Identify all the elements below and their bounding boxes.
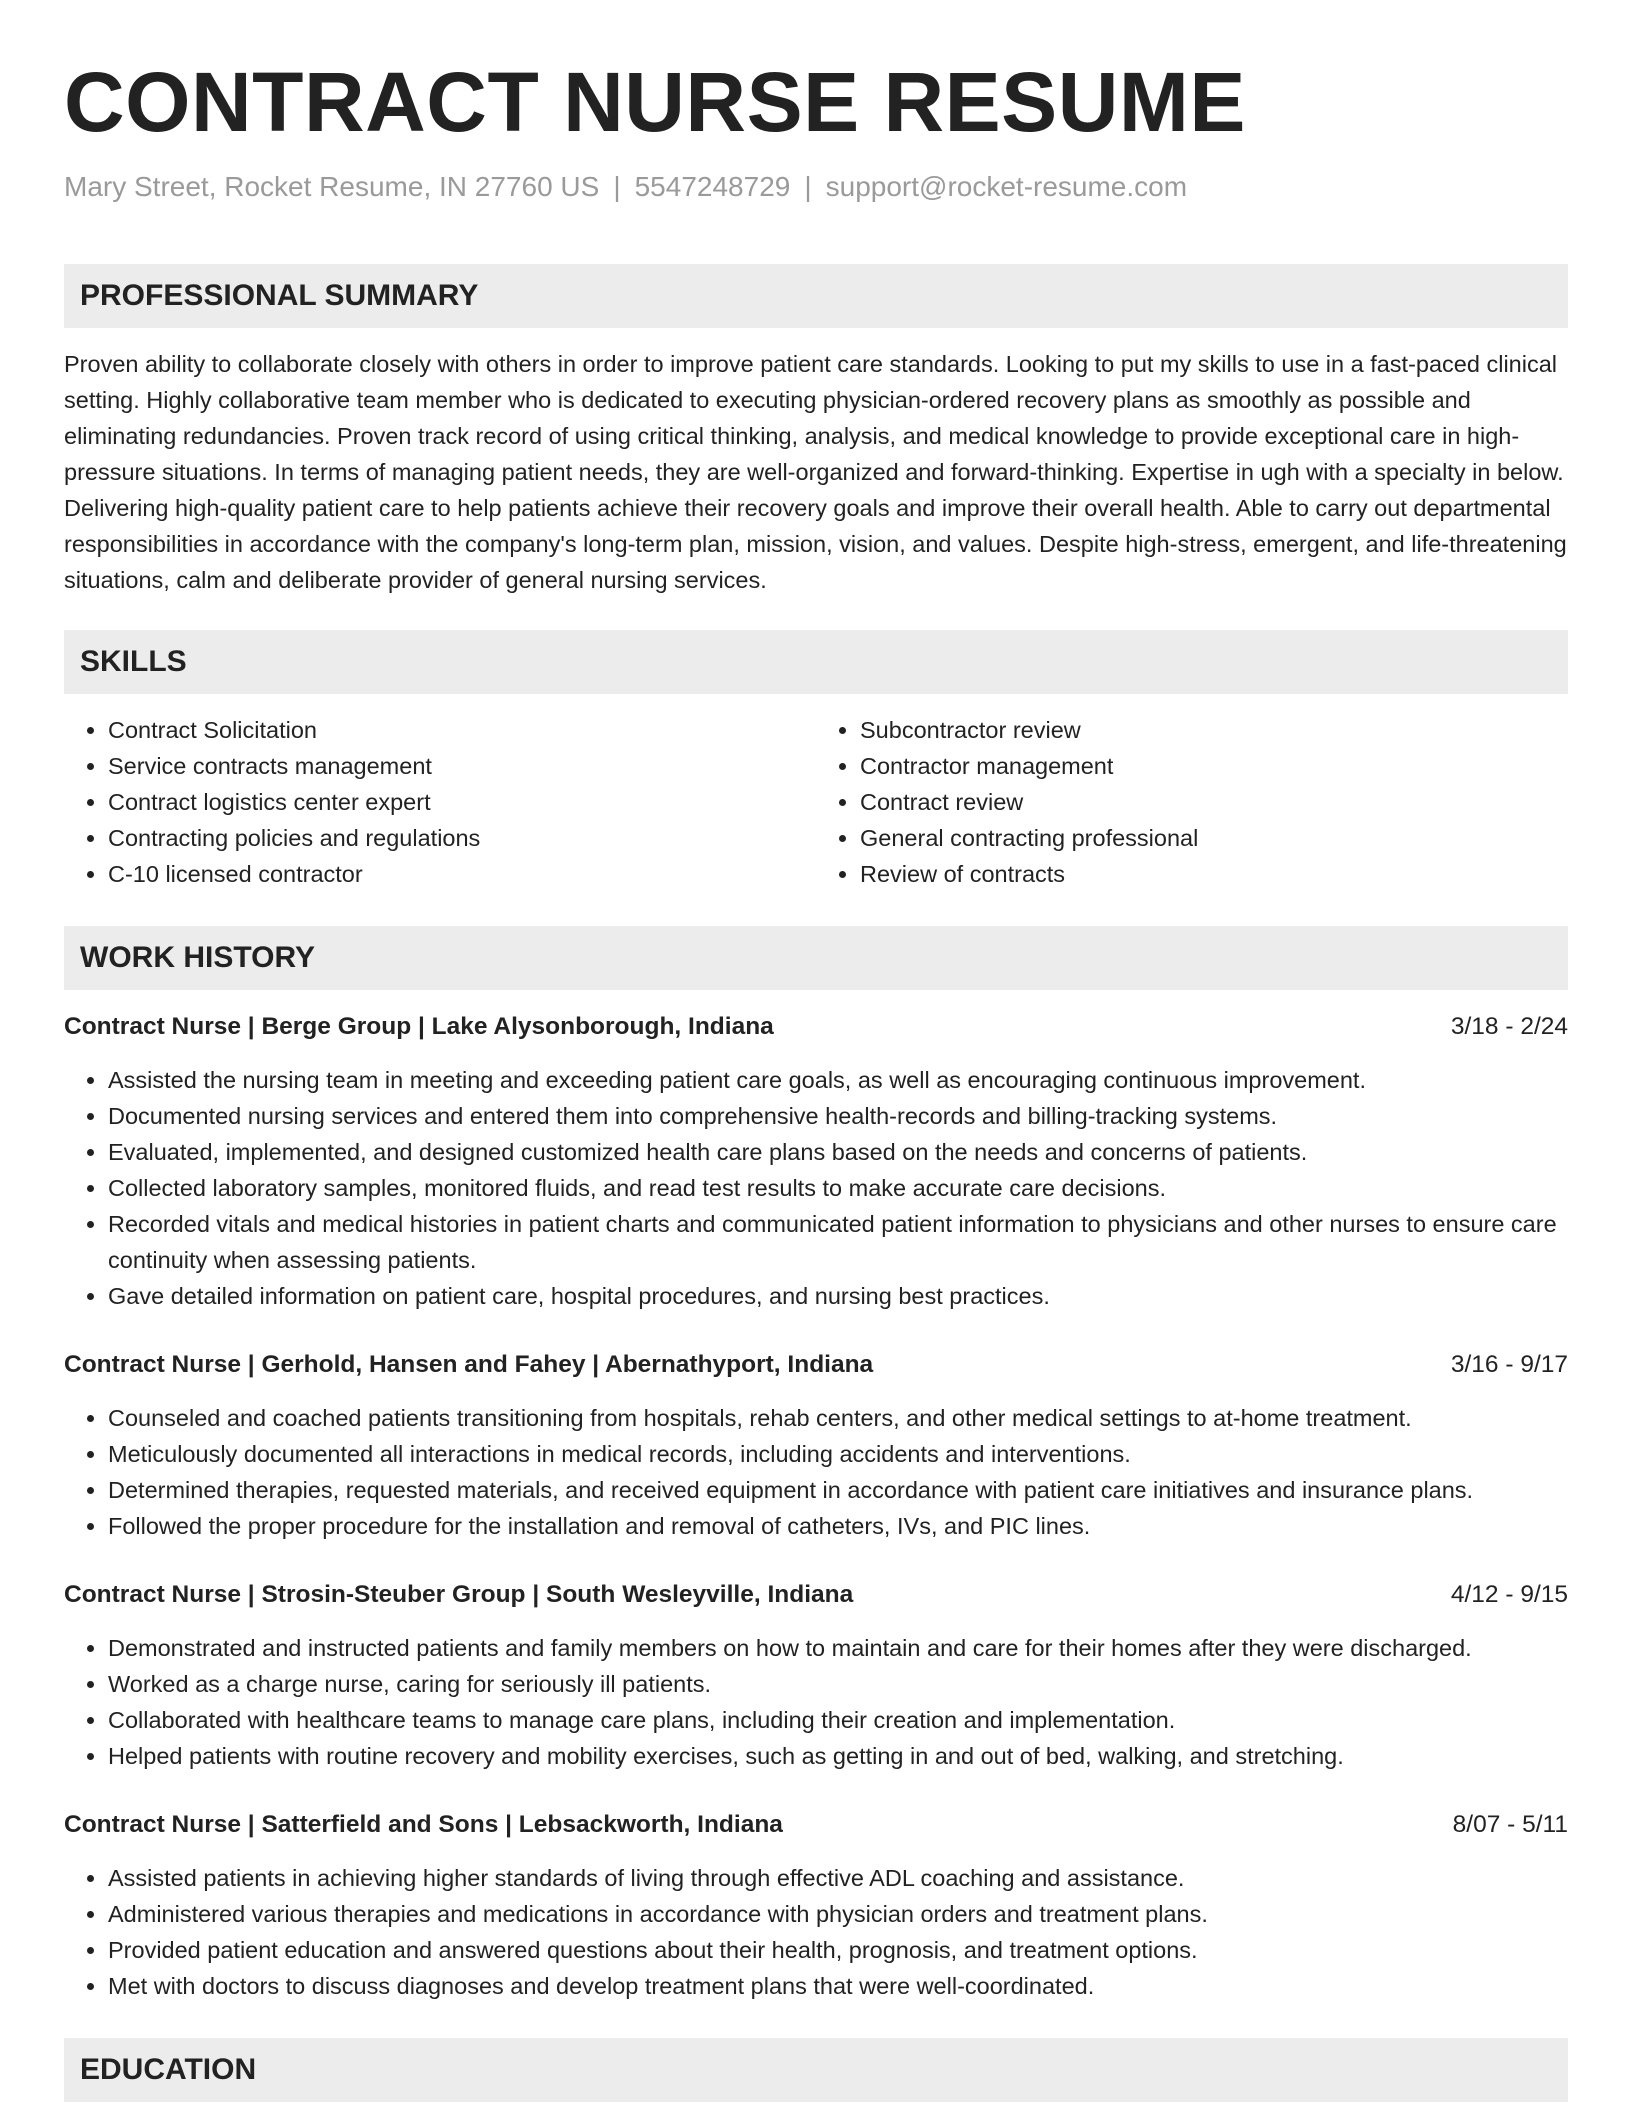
skill-item: • Contracting policies and regulations bbox=[108, 820, 816, 856]
job-dates: 3/18 - 2/24 bbox=[1450, 1012, 1568, 1040]
contact-line bbox=[64, 170, 1568, 204]
skill-item: • Contractor management bbox=[860, 748, 1568, 784]
job-bullets bbox=[64, 1400, 1568, 1544]
job-bullet: • Provided patient education and answered questions about their health, prognosis, and treatment options. bbox=[108, 1932, 1568, 1968]
job-bullet: • Recorded vitals and medical histories in patient charts and communicated patient information to physicians and other nurses to ensure care continuity when assessing patients. bbox=[108, 1206, 1568, 1278]
skill-item: • Contract Solicitation bbox=[108, 712, 816, 748]
job-header bbox=[64, 1578, 1568, 1612]
skill-item: • Contract logistics center expert bbox=[108, 784, 816, 820]
skill-item: • General contracting professional bbox=[860, 820, 1568, 856]
job-bullet: • Assisted patients in achieving higher standards of living through effective ADL coaching and assistance. bbox=[108, 1860, 1568, 1896]
job-bullet: • Met with doctors to discuss diagnoses and develop treatment plans that were well-coordinated. bbox=[108, 1968, 1568, 2004]
job-bullet: • Meticulously documented all interactions in medical records, including accidents and interventions. bbox=[108, 1436, 1568, 1472]
job-entry bbox=[64, 1348, 1568, 1544]
section-heading-education: EDUCATION bbox=[64, 2038, 1568, 2102]
skill-item: • Contract review bbox=[860, 784, 1568, 820]
skill-item: • Subcontractor review bbox=[860, 712, 1568, 748]
job-bullet: • Assisted the nursing team in meeting and exceeding patient care goals, as well as encouraging continuous improvement. bbox=[108, 1062, 1568, 1098]
job-entry bbox=[64, 1010, 1568, 1314]
contact-address: Mary Street, Rocket Resume, IN 27760 US bbox=[64, 171, 600, 203]
skill-item: • Service contracts management bbox=[108, 748, 816, 784]
section-heading-skills: SKILLS bbox=[64, 630, 1568, 694]
job-header bbox=[64, 1808, 1568, 1842]
resume-title: CONTRACT NURSE RESUME bbox=[64, 55, 1246, 149]
job-bullet: • Administered various therapies and medications in accordance with physician orders and treatment plans. bbox=[108, 1896, 1568, 1932]
skills-list bbox=[64, 712, 1568, 892]
job-dates: 4/12 - 9/15 bbox=[1450, 1580, 1568, 1608]
job-bullet: • Collected laboratory samples, monitored fluids, and read test results to make accurate care decisions. bbox=[108, 1170, 1568, 1206]
job-bullet: • Determined therapies, requested materials, and received equipment in accordance with patient care initiatives and insurance plans. bbox=[108, 1472, 1568, 1508]
job-dates: 3/16 - 9/17 bbox=[1450, 1350, 1568, 1378]
job-dates: 8/07 - 5/11 bbox=[1452, 1810, 1568, 1838]
job-bullet: • Collaborated with healthcare teams to manage care plans, including their creation and implementation. bbox=[108, 1702, 1568, 1738]
summary-text: Proven ability to collaborate closely with others in order to improve patient care standards. Looking to put my skills to use in a fast-paced clinical setting. Highly collaborative team member who is dedicated to executing physician-ordered recovery plans as smoothly as possible and eliminating redundancies. Proven track record of using critical thinking, analysis, and medical knowledge to provide exceptional care in high-pressure situations. In terms of managing patient needs, they are well-organized and forward-thinking. Expertise in ugh with a specialty in below. Delivering high-quality patient care to help patients achieve their recovery goals and improve their overall health. Able to carry out departmental responsibilities in accordance with the company's long-term plan, mission, vision, and values. Despite high-stress, emergent, and life-threatening situations, calm and deliberate provider of general nursing services. bbox=[64, 350, 1567, 593]
job-title: Contract Nurse | Strosin-Steuber Group | South Wesleyville, Indiana bbox=[64, 1580, 854, 1608]
job-bullet: • Helped patients with routine recovery and mobility exercises, such as getting in and out of bed, walking, and stretching. bbox=[108, 1738, 1568, 1774]
contact-phone: 5547248729 bbox=[634, 171, 791, 203]
section-heading-summary: PROFESSIONAL SUMMARY bbox=[64, 264, 1568, 328]
contact-email: support@rocket-resume.com bbox=[825, 171, 1188, 203]
skills-column-right bbox=[816, 712, 1568, 892]
job-bullets bbox=[64, 1062, 1568, 1314]
job-bullet: • Counseled and coached patients transitioning from hospitals, rehab centers, and other medical settings to at-home treatment. bbox=[108, 1400, 1568, 1436]
job-entry bbox=[64, 1808, 1568, 2004]
section-heading-work-history: WORK HISTORY bbox=[64, 926, 1568, 990]
skill-item: • C-10 licensed contractor bbox=[108, 856, 816, 892]
job-title: Contract Nurse | Berge Group | Lake Alysonborough, Indiana bbox=[64, 1012, 774, 1040]
job-bullet: • Gave detailed information on patient care, hospital procedures, and nursing best practices. bbox=[108, 1278, 1568, 1314]
job-entry bbox=[64, 1578, 1568, 1774]
job-bullet: • Demonstrated and instructed patients and family members on how to maintain and care for their homes after they were discharged. bbox=[108, 1630, 1568, 1666]
job-title: Contract Nurse | Satterfield and Sons | Lebsackworth, Indiana bbox=[64, 1810, 783, 1838]
skills-column-left bbox=[64, 712, 816, 892]
job-bullet: • Documented nursing services and entered them into comprehensive health-records and billing-tracking systems. bbox=[108, 1098, 1568, 1134]
job-bullet: • Followed the proper procedure for the installation and removal of catheters, IVs, and PIC lines. bbox=[108, 1508, 1568, 1544]
job-bullet: • Evaluated, implemented, and designed customized health care plans based on the needs and concerns of patients. bbox=[108, 1134, 1568, 1170]
contact-separator: | bbox=[613, 171, 621, 203]
skill-item: • Review of contracts bbox=[860, 856, 1568, 892]
job-header bbox=[64, 1010, 1568, 1044]
job-header bbox=[64, 1348, 1568, 1382]
contact-separator: | bbox=[804, 171, 812, 203]
job-bullets bbox=[64, 1630, 1568, 1774]
job-title: Contract Nurse | Gerhold, Hansen and Fahey | Abernathyport, Indiana bbox=[64, 1350, 874, 1378]
job-bullets bbox=[64, 1860, 1568, 2004]
job-bullet: • Worked as a charge nurse, caring for seriously ill patients. bbox=[108, 1666, 1568, 1702]
